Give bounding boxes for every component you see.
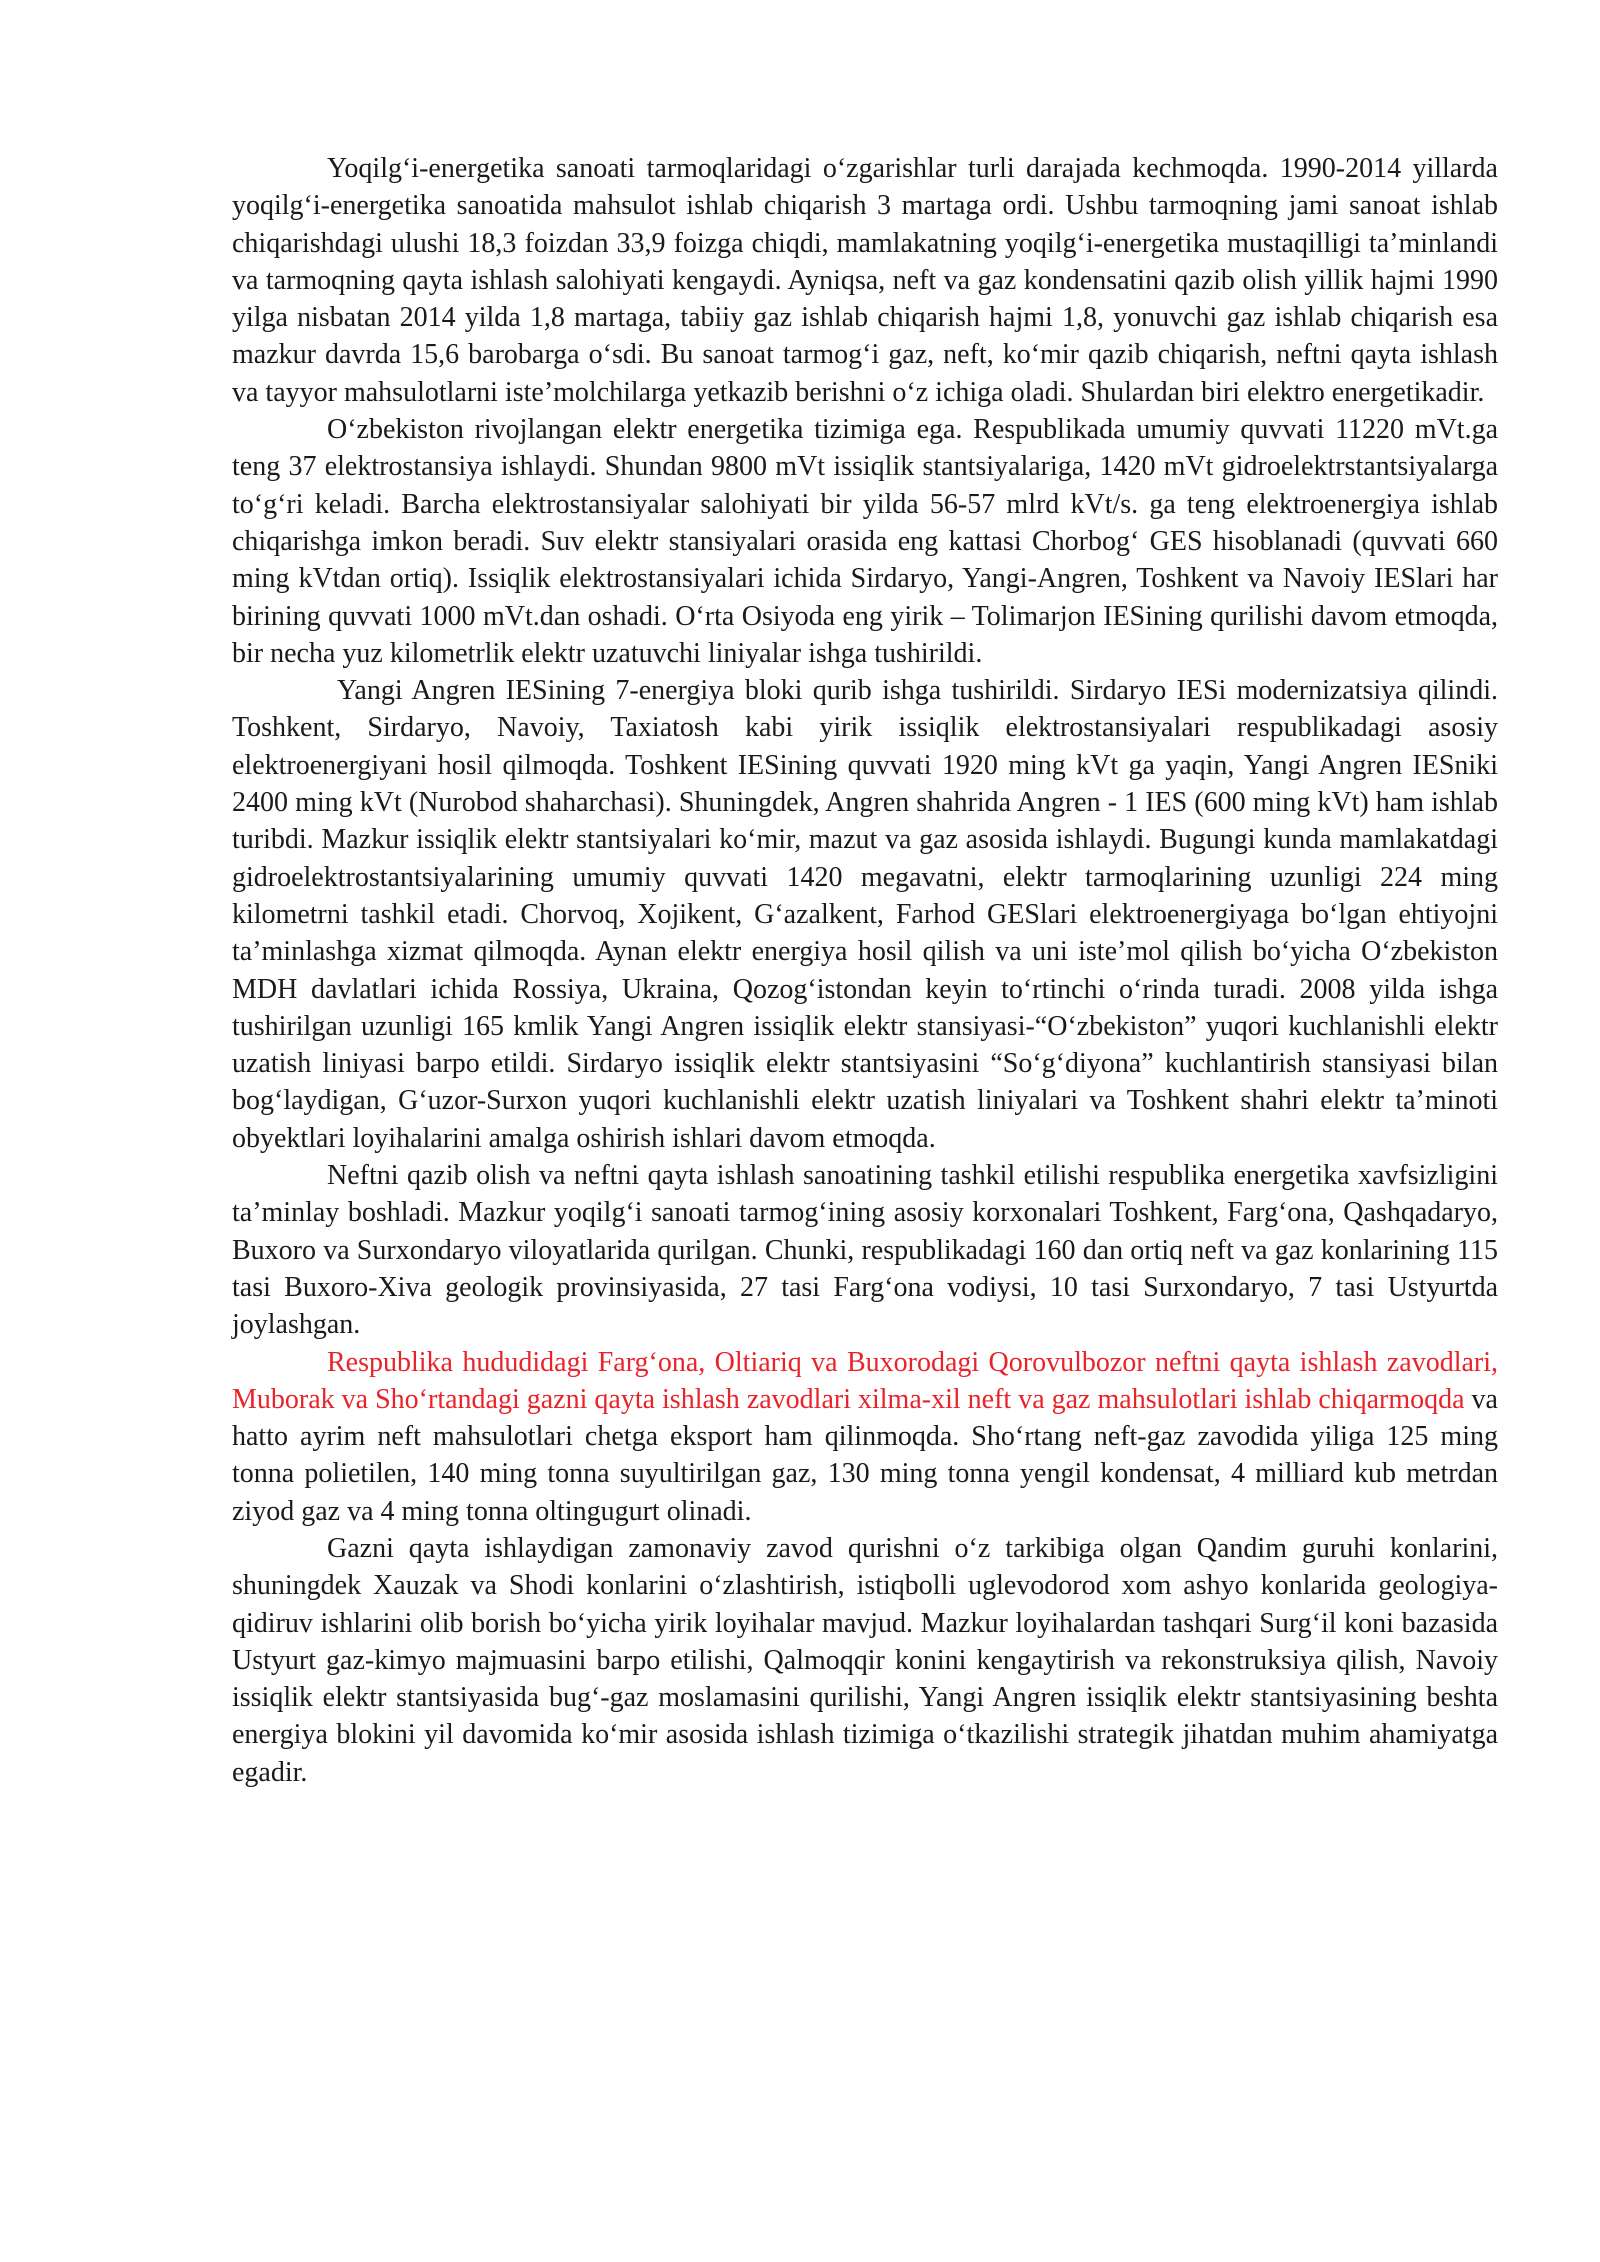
paragraph-fuel-energy-industry [232, 150, 1498, 411]
document-body [232, 150, 1498, 1791]
paragraph-oil-extraction [232, 1157, 1498, 1343]
paragraph-text: Gazni qayta ishlaydigan zamonaviy zavod qurishni o‘z tarkibiga olgan Qandim guruhi konlarini, shuningdek Xauzak va Shodi konlarini o‘zlashtirish, istiqbolli uglevodorod xom ashyo konlarida geologiya-qidiruv ishlarini olib borish bo‘yicha yirik loyihalar mavjud. Mazkur loyihalardan tashqari Surg‘il koni bazasida Ustyurt gaz-kimyo majmuasini barpo etilishi, Qalmoqqir konini kengaytirish va rekonstruksiya qilish, Navoiy issiqlik elektr stantsiyasida bug‘-gaz moslamasini qurilishi, Yangi Angren issiqlik elektr stantsiyasining beshta energiya blokini yil davomida ko‘mir asosida ishlash tizimiga o‘tkazilishi strategik jihatdan muhim ahamiyatga egadir. [232, 1532, 1498, 1788]
paragraph-gas-processing-projects [232, 1530, 1498, 1791]
paragraph-electric-energy-system [232, 411, 1498, 672]
paragraph-text: O‘zbekiston rivojlangan elektr energetika tizimiga ega. Respublikada umumiy quvvati 11220 mVt.ga teng 37 elektrostansiya ishlaydi. Shundan 9800 mVt issiqlik stantsiyalariga, 1420 mVt gidroelektrstantsiyalarga to‘g‘ri keladi. Barcha elektrostansiyalar salohiyati bir yilda 56-57 mlrd kVt/s. ga teng elektroenergiya ishlab chiqarishga imkon beradi. Suv elektr stansiyalari orasida eng kattasi Chorbog‘ GES hisoblanadi (quvvati 660 ming kVtdan ortiq). Issiqlik elektrostansiyalari ichida Sirdaryo, Yangi-Angren, Toshkent va Navoiy IESlari har birining quvvati 1000 mVt.dan oshadi. O‘rta Osiyoda eng yirik – Tolimarjon IESining qurilishi davom etmoqda, bir necha yuz kilometrlik elektr uzatuvchi liniyalar ishga tushirildi. [232, 414, 1498, 669]
paragraph-power-stations [232, 672, 1498, 1157]
paragraph-text: Yoqilg‘i-energetika sanoati tarmoqlaridagi o‘zgarishlar turli darajada kechmoqda. 1990-2014 yillarda yoqilg‘i-energetika sanoatida mahsulot ishlab chiqarish 3 martaga ordi. Ushbu tarmoqning jami sanoat ishlab chiqarishdagi ulushi 18,3 foizdan 33,9 foizga chiqdi, mamlakatning yoqilg‘i-energetika mustaqilligi ta’minlandi va tarmoqning qayta ishlash salohiyati kengaydi. Ayniqsa, neft va gaz kondensatini qazib olish yillik hajmi 1990 yilga nisbatan 2014 yilda 1,8 martaga, tabiiy gaz ishlab chiqarish hajmi 1,8, yonuvchi gaz ishlab chiqarish esa mazkur davrda 15,6 barobarga o‘sdi. Bu sanoat tarmog‘i gaz, neft, ko‘mir qazib chiqarish, neftni qayta ishlash va tayyor mahsulotlarni iste’molchilarga yetkazib berishni o‘z ichiga oladi. Shulardan biri elektro energetikadir. [232, 153, 1498, 408]
paragraph-text: Yangi Angren IESining 7-energiya bloki qurib ishga tushirildi. Sirdaryo IESi modernizatsiya qilindi. Toshkent, Sirdaryo, Navoiy, Taxiatosh kabi yirik issiqlik elektrostansiyalari respublikadagi asosiy elektroenergiyani hosil qilmoqda. Toshkent IESining quvvati 1920 ming kVt ga yaqin, Yangi Angren IESniki 2400 ming kVt (Nurobod shaharchasi). Shuningdek, Angren shahrida Angren - 1 IES (600 ming kVt) ham ishlab turibdi. Mazkur issiqlik elektr stantsiyalari ko‘mir, mazut va gaz asosida ishlaydi. Bugungi kunda mamlakatdagi gidroelektrostantsiyalarining umumiy quvvati 1420 megavatni, elektr tarmoqlarining uzunligi 224 ming kilometrni tashkil etadi. Chorvoq, Xojikent, G‘azalkent, Farhod GESlari elektroenergiyaga bo‘lgan ehtiyojni ta’minlashga xizmat qilmoqda. Aynan elektr energiya hosil qilish va uni iste’mol qilish bo‘yicha O‘zbekiston MDH davlatlari ichida Rossiya, Ukraina, Qozog‘istondan keyin to‘rtinchi o‘rinda turadi. 2008 yilda ishga tushirilgan uzunligi 165 kmlik Yangi Angren issiqlik elektr stansiyasi-“O‘zbekiston” yuqori kuchlanishli elektr uzatish liniyasi barpo etildi. Sirdaryo issiqlik elektr stantsiyasini “So‘g‘diyona” kuchlantirish stansiyasi bilan bog‘laydigan, G‘uzor-Surxon yuqori kuchlanishli elektr uzatish liniyalari va Toshkent shahri elektr ta’minoti obyektlari loyihalarini amalga oshirish ishlari davom etmoqda. [232, 675, 1498, 1154]
highlighted-text: Respublika hududidagi Farg‘ona, Oltiariq va Buxorodagi Qorovulbozor neftni qayta ishlash zavodlari, Muborak va Sho‘rtandagi gazni qayta ishlash zavodlari xilma-xil neft va gaz mahsulotlari ishlab chiqarmoqda [232, 1346, 1498, 1415]
paragraph-text: va hatto ayrim neft mahsulotlari chetga eksport ham qilinmoqda. Sho‘rtang neft-gaz zavodida yiliga 125 ming tonna polietilen, 140 ming tonna suyultirilgan gaz, 130 ming tonna yengil kondensat, 4 milliard kub metrdan ziyod gaz va 4 ming tonna oltingugurt olinadi. [232, 1383, 1498, 1527]
paragraph-refineries [232, 1344, 1498, 1530]
paragraph-text: Neftni qazib olish va neftni qayta ishlash sanoatining tashkil etilishi respublika energetika xavfsizligini ta’minlay boshladi. Mazkur yoqilg‘i sanoati tarmog‘ining asosiy korxonalari Toshkent, Farg‘ona, Qashqadaryo, Buxoro va Surxondaryo viloyatlarida qurilgan. Chunki, respublikadagi 160 dan ortiq neft va gaz konlarining 115 tasi Buxoro-Xiva geologik provinsiyasida, 27 tasi Farg‘ona vodiysi, 10 tasi Surxondaryo, 7 tasi Ustyurtda joylashgan. [232, 1160, 1498, 1341]
